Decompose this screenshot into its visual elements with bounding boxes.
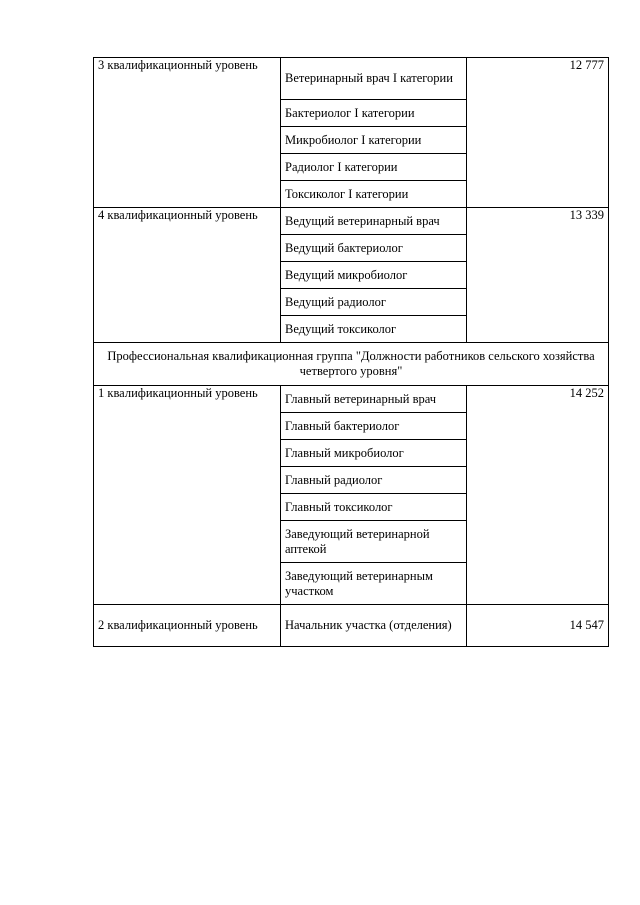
table-row [94,208,609,235]
group-title-cell: Профессиональная квалификационная группа "Должности работников сельского хозяйства четвертого уровня" [94,343,609,386]
table-row [94,386,609,413]
position-cell: Микробиолог I категории [281,127,467,154]
position-cell: Главный токсиколог [281,494,467,521]
salary-cell: 13 339 [467,208,609,343]
position-cell: Ветеринарный врач I категории [281,58,467,100]
qualification-level-cell: 4 квалификационный уровень [94,208,281,343]
salary-cell: 14 252 [467,386,609,605]
salary-table [93,57,609,647]
table-row [94,605,609,647]
position-cell: Ведущий бактериолог [281,235,467,262]
position-cell: Главный ветеринарный врач [281,386,467,413]
position-cell: Главный радиолог [281,467,467,494]
qualification-level-cell: 3 квалификационный уровень [94,58,281,208]
position-cell: Заведующий ветеринарной аптекой [281,521,467,563]
salary-cell: 12 777 [467,58,609,208]
position-cell: Начальник участка (отделения) [281,605,467,647]
position-cell: Ведущий ветеринарный врач [281,208,467,235]
position-cell: Бактериолог I категории [281,100,467,127]
table-row [94,343,609,386]
position-cell: Токсиколог I категории [281,181,467,208]
qualification-level-cell: 2 квалификационный уровень [94,605,281,647]
salary-cell: 14 547 [467,605,609,647]
qualification-level-cell: 1 квалификационный уровень [94,386,281,605]
position-cell: Главный бактериолог [281,413,467,440]
position-cell: Главный микробиолог [281,440,467,467]
position-cell: Заведующий ветеринарным участком [281,563,467,605]
position-cell: Радиолог I категории [281,154,467,181]
position-cell: Ведущий токсиколог [281,316,467,343]
position-cell: Ведущий микробиолог [281,262,467,289]
table-row [94,58,609,100]
position-cell: Ведущий радиолог [281,289,467,316]
